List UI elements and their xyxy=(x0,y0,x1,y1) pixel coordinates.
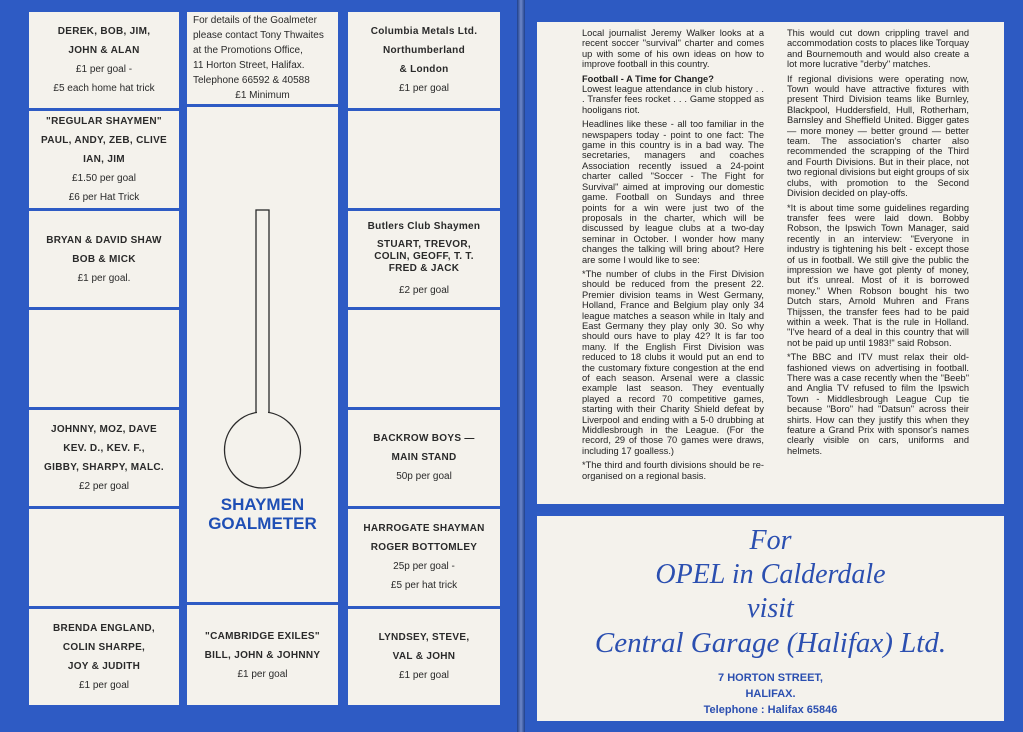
sponsor-name: "CAMBRIDGE EXILES" xyxy=(205,630,320,642)
sponsor-name: BRYAN & DAVID SHAW xyxy=(46,234,162,246)
sponsor-name: BILL, JOHN & JOHNNY xyxy=(204,649,321,661)
sponsor-name: MAIN STAND xyxy=(391,452,457,464)
ad-phone: Telephone : Halifax 65846 xyxy=(703,704,838,716)
sponsor-cell xyxy=(348,410,500,509)
sponsor-name: Butlers Club Shaymen xyxy=(367,221,481,233)
sponsor-column-a xyxy=(29,12,179,705)
article-column-right xyxy=(787,28,969,460)
goalmeter-title-line: GOALMETER xyxy=(208,513,317,533)
sponsor-name: JOHNNY, MOZ, DAVE xyxy=(50,423,158,435)
opel-advertisement xyxy=(537,512,1004,721)
goalmeter-title xyxy=(187,495,338,533)
sponsor-cell xyxy=(29,111,179,210)
sponsor-rate: £1 per goal. xyxy=(77,272,131,284)
sponsor-cell xyxy=(29,211,179,310)
info-line: at the Promotions Office, xyxy=(193,45,303,56)
ad-address: HALIFAX. xyxy=(745,688,796,700)
sponsor-name: COLIN, GEOFF, T. T. xyxy=(374,251,474,263)
sponsor-name: BACKROW BOYS — xyxy=(373,433,475,445)
goalmeter-title-line: SHAYMEN xyxy=(220,494,305,514)
sponsor-cell xyxy=(29,410,179,509)
empty-sponsor-cell xyxy=(348,310,500,409)
sponsor-rate: £2 per goal xyxy=(398,285,450,297)
article-heading: Football - A Time for Change? xyxy=(582,73,714,84)
sponsor-name: KEV. D., KEV. F., xyxy=(63,442,145,454)
sponsor-name: COLIN SHARPE, xyxy=(62,641,146,653)
sponsor-rate: £1 per goal xyxy=(78,679,130,691)
empty-sponsor-cell xyxy=(29,509,179,608)
sponsor-name: BOB & MICK xyxy=(72,253,136,265)
sponsor-rate: £2 per goal xyxy=(78,480,130,492)
sponsor-cell xyxy=(29,12,179,111)
sponsor-cell xyxy=(348,211,500,310)
sponsor-name: JOHN & ALAN xyxy=(68,45,140,57)
sponsor-cell xyxy=(348,509,500,608)
empty-sponsor-cell xyxy=(29,310,179,409)
sponsor-extra: £5 per hat trick xyxy=(390,580,458,592)
sponsor-name: STUART, TREVOR, xyxy=(377,239,471,251)
sponsor-name: ROGER BOTTOMLEY xyxy=(370,542,478,554)
goalmeter-column xyxy=(187,12,338,705)
ad-line: For xyxy=(749,525,792,556)
goalmeter-info xyxy=(187,12,338,107)
sponsor-name: DEREK, BOB, JIM, xyxy=(57,26,151,38)
sponsor-name: HARROGATE SHAYMAN xyxy=(363,523,485,535)
info-line: For details of the Goalmeter xyxy=(193,15,317,26)
article-column-left xyxy=(582,28,764,485)
sponsor-extra: £5 each home hat trick xyxy=(53,83,155,95)
sponsor-cell xyxy=(29,609,179,705)
article-paragraph: *The number of clubs in the First Division should be reduced from the present 22. Premier division teams in West Germany, Holland, France and Belgium play only 34 league matches a season while in Italy and East Germany they play only 30. So why should ours have to play 42? It is far too many. If the English First Division was reduced to 18 clubs it would put an end to the customary fixture congestion at the end of each season. Arsenal were a classic example last season. They eventually played a record 70 competitive games, starting with their Charity Shield defeat by Liverpool and ending with a 5-0 drubbing at Middlesbrough in the League. (For the record, 29 of those 70 games were draws, including 17 goalless.) xyxy=(582,268,764,456)
sponsor-name: Northumberland xyxy=(383,45,465,57)
article-paragraph: Headlines like these - all too familiar in the newspapers today - point to one fact: The game in this country is in a bad way. The secretaries, managers and coaches Association recently issued a 24-point charter called "Soccer - The Fight for Survival" aimed at improving our domestic game. Football on Sundays and three points for a win were just two of the proposals in the charter, which will be discussed by league clubs at a two-day seminar in October. I wonder how many changes the talking will bring about? Here are some I would like to see: xyxy=(582,119,764,265)
sponsor-name: & London xyxy=(399,64,449,76)
article-paragraph: If regional divisions were operating now, Town would have attractive fixtures with present Third Division teams like Burnley, Blackpool, Huddersfield, Hull, Rotherham, Barnsley and Sheffield United. Bigger gates — more money — better ground — better team. The association's charter also recommended the scrapping of the Third and Fourth Divisions. But in their place, not two regional divisions but eight groups of six clubs, with promotion to the Second Division decided on play-offs. xyxy=(787,73,969,199)
article-paragraph: *The BBC and ITV must relax their old-fashioned views on advertising in football. There was a case recently when the "Beeb" and Anglia TV refused to film the Ipswich Town - Middlesbrough League Cup tie because "Boro" had "Datsun" across their shirts. How can they justify this when they feature a Grand Prix with sponsor's names clearly visible on cars, uniforms and helmets. xyxy=(787,352,969,456)
sponsor-rate: £1 per goal - xyxy=(75,64,133,76)
sponsor-column-c xyxy=(348,12,500,705)
sponsor-rate: 25p per goal - xyxy=(393,561,455,573)
sponsor-name: "REGULAR SHAYMEN" xyxy=(46,116,162,128)
info-line: Telephone 66592 & 40588 xyxy=(193,75,310,86)
article-paragraph: *It is about time some guidelines regarding transfer fees were laid down. Bobby Robson, the Ipswich Town Manager, said recently in an interview: "Everyone in industry is tightening his belt - except those of us in football. We still give the public the impression we have got plenty of money, but it's unreal. Most of it is borrowed money." When Robson bought his two Dutch stars, Arnold Muhren and Frans Thijssen, the transfer fees had to be paid within a week. That is the rule in Holland. "I've heard of a deal in this country that will not be paid up until 1983!" said Robson. xyxy=(787,202,969,348)
sponsor-rate: 50p per goal xyxy=(396,471,452,483)
sponsor-name: BRENDA ENGLAND, xyxy=(53,622,155,634)
sponsor-name: GIBBY, SHARPY, MALC. xyxy=(44,461,164,473)
sponsor-extra: £6 per Hat Trick xyxy=(68,192,140,204)
article-paragraph: *The third and fourth divisions should be re-organised on a regional basis. xyxy=(582,460,764,481)
sponsor-name: FRED & JACK xyxy=(388,263,460,275)
info-minimum: £1 Minimum xyxy=(235,90,290,101)
empty-sponsor-cell xyxy=(348,111,500,210)
goalmeter-graphic-cell xyxy=(187,107,338,605)
sponsor-rate: £1.50 per goal xyxy=(72,173,136,185)
sponsor-name: JOY & JUDITH xyxy=(67,660,141,672)
article-intro: Local journalist Jeremy Walker looks at a recent soccer "survival" charter and comes up with some of his own ideas on how to improve football in this country. xyxy=(582,28,764,70)
ad-line: OPEL in Calderdale xyxy=(655,559,886,590)
sponsor-name: LYNDSEY, STEVE, xyxy=(378,632,470,644)
ad-address: 7 HORTON STREET, xyxy=(718,672,823,684)
article-panel xyxy=(537,22,1004,504)
article-paragraph: This would cut down crippling travel and accommodation costs to places like Torquay and Bournemouth and would also create a lot more lucrative "derby" matches. xyxy=(787,28,969,70)
article-paragraph: Lowest league attendance in club history . . . Transfer fees rocket . . . Game stopped as hooligans riot. xyxy=(582,84,764,115)
sponsor-name: PAUL, ANDY, ZEB, CLIVE xyxy=(40,135,168,147)
sponsor-name: IAN, JIM xyxy=(83,154,125,166)
info-line: please contact Tony Thwaites xyxy=(193,30,324,41)
sponsor-cell xyxy=(348,12,500,111)
goalmeter xyxy=(187,150,338,560)
ad-line: visit xyxy=(747,593,794,624)
sponsor-rate: £1 per goal xyxy=(237,668,288,680)
sponsor-name: VAL & JOHN xyxy=(392,651,456,663)
sponsor-rate: £1 per goal xyxy=(398,670,450,682)
ad-headline: Central Garage (Halifax) Ltd. xyxy=(594,627,947,659)
sponsor-name: Columbia Metals Ltd. xyxy=(370,26,478,38)
sponsor-rate: £1 per goal xyxy=(398,83,450,95)
sponsor-cell xyxy=(187,605,338,705)
page-gutter xyxy=(517,0,525,732)
sponsor-cell xyxy=(348,609,500,705)
info-line: 11 Horton Street, Halifax. xyxy=(193,60,305,71)
